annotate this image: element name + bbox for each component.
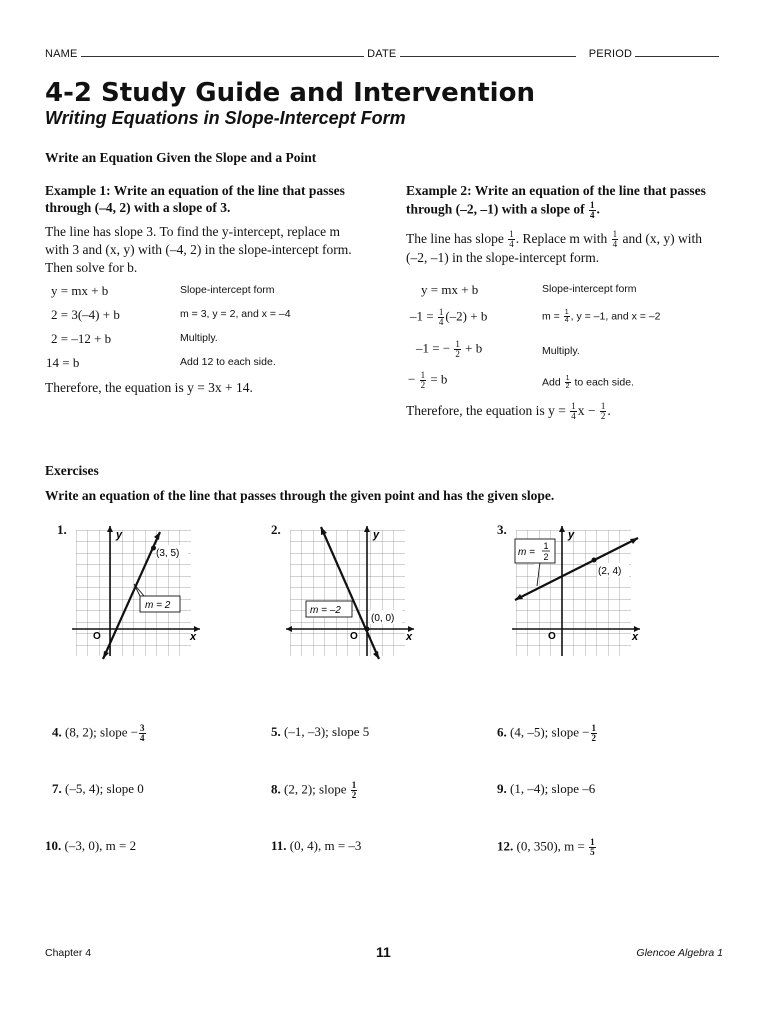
period-label: PERIOD xyxy=(588,48,633,60)
problem-number: 4. xyxy=(52,724,62,740)
step-note: Slope-intercept form xyxy=(180,284,275,296)
step-equation xyxy=(416,340,482,359)
intro-text: The line has slope xyxy=(406,231,504,246)
fraction-num: 1 xyxy=(612,229,618,240)
problem-10 xyxy=(45,838,136,854)
example1-step xyxy=(48,355,378,379)
problem-12 xyxy=(497,838,597,857)
eq-part: (–2) + b xyxy=(445,308,488,324)
fraction-num: 1 xyxy=(455,339,460,349)
y-axis-label: y xyxy=(116,529,123,541)
step-note: Multiply. xyxy=(542,345,580,357)
step-equation xyxy=(410,308,487,327)
step-note: m = 3, y = 2, and x = –4 xyxy=(180,308,291,320)
step-note xyxy=(542,309,661,324)
slope-fraction xyxy=(589,201,596,220)
fraction-num: 1 xyxy=(351,780,357,790)
fraction-num: 1 xyxy=(600,401,606,412)
fraction-den: 2 xyxy=(455,349,460,359)
graph2-number: 2. xyxy=(271,522,281,537)
problem-text: (0, 350), m = xyxy=(516,838,585,854)
conclusion-part: . xyxy=(607,403,611,418)
name-blank[interactable] xyxy=(81,46,364,57)
graph1-number: 1. xyxy=(57,522,67,537)
origin-label: O xyxy=(350,631,358,642)
slope-label: m = –2 xyxy=(310,605,341,616)
slope-fraction xyxy=(564,309,570,324)
slope-den: 2 xyxy=(543,552,549,562)
note-part: to each side. xyxy=(574,376,634,389)
intro-text: and (x, y) with xyxy=(622,231,702,246)
note-part: m = xyxy=(542,310,560,323)
fraction-den: 2 xyxy=(600,411,606,422)
problem-text: (–5, 4); slope 0 xyxy=(65,781,144,796)
problem-number: 5. xyxy=(271,724,281,739)
eq-part: + b xyxy=(465,340,483,356)
eq-part: = b xyxy=(430,371,448,387)
problem-9 xyxy=(497,781,595,797)
half-fraction xyxy=(454,340,461,359)
x-axis-label: x xyxy=(406,631,413,643)
origin-label: O xyxy=(548,631,556,642)
fraction-num: 1 xyxy=(565,375,570,382)
graph3-number: 3. xyxy=(497,522,507,537)
problem-number: 10. xyxy=(45,838,62,853)
date-blank[interactable] xyxy=(400,46,576,57)
problem-number: 12. xyxy=(497,838,514,854)
slope-label: m = xyxy=(518,547,535,558)
problem-7 xyxy=(52,781,144,797)
note-part: , y = –1, and x = –2 xyxy=(570,310,661,323)
step-equation: 2 = 3(–4) + b xyxy=(51,307,120,322)
step-equation: 14 = b xyxy=(46,355,80,370)
slope-fraction xyxy=(589,838,596,857)
problem-8 xyxy=(271,781,358,800)
fraction-den: 4 xyxy=(509,239,514,250)
problem-number: 7. xyxy=(52,781,62,796)
fraction-den: 2 xyxy=(591,733,597,743)
step-note: Slope-intercept form xyxy=(542,283,637,295)
point-marker xyxy=(365,627,370,632)
problem-5 xyxy=(271,724,369,740)
slope-label: m = 2 xyxy=(145,600,171,611)
problem-4 xyxy=(52,724,147,743)
fraction-num: 1 xyxy=(509,229,514,240)
name-date-period-line xyxy=(45,46,725,60)
name-label: NAME xyxy=(45,48,78,60)
fraction-den: 2 xyxy=(420,380,426,390)
example1-steps xyxy=(48,283,378,379)
fraction-den: 5 xyxy=(590,847,595,857)
fraction-den: 2 xyxy=(351,790,357,800)
example1-heading-line2: through (–4, 2) with a slope of 3. xyxy=(45,200,231,215)
problem-number: 11. xyxy=(271,838,287,853)
problem-text: (–3, 0), m = 2 xyxy=(64,838,137,853)
fraction-den: 4 xyxy=(590,210,595,220)
x-axis-label: x xyxy=(190,631,197,643)
slope-fraction xyxy=(508,230,515,249)
problem-text: (1, –4); slope –6 xyxy=(510,781,596,796)
period-blank[interactable] xyxy=(635,46,719,57)
conclusion-part: Therefore, the equation is y = xyxy=(406,403,566,418)
point-marker xyxy=(592,558,597,563)
footer-chapter: Chapter 4 xyxy=(45,947,92,959)
fraction-num: 1 xyxy=(591,723,597,733)
fraction-num: 1 xyxy=(420,370,426,380)
intro-text: (–2, –1) in the slope-intercept form. xyxy=(406,250,600,266)
section-title: Write an Equation Given the Slope and a Point xyxy=(45,150,317,165)
example2-heading-line1: Example 2: Write an equation of the line that passes xyxy=(406,183,706,198)
fraction-num: 1 xyxy=(590,200,595,210)
footer-page-number: 11 xyxy=(376,944,391,960)
page-subtitle: Writing Equations in Slope-Intercept Form xyxy=(45,108,406,128)
exercises-instructions: Write an equation of the line that passes through the given point and has the given slope. xyxy=(45,488,555,503)
fraction-num: 1 xyxy=(590,837,595,847)
example2-conclusion xyxy=(406,402,611,421)
intro-text: . Replace m with xyxy=(515,231,608,246)
example2 xyxy=(406,183,746,267)
step-equation xyxy=(408,371,447,390)
graph3 xyxy=(510,524,648,664)
step-note: Multiply. xyxy=(180,332,218,344)
problem-text: (–1, –3); slope 5 xyxy=(284,724,370,739)
fraction-num: 1 xyxy=(564,309,569,316)
slope-fraction xyxy=(139,724,146,743)
example2-intro xyxy=(406,230,736,267)
graph2 xyxy=(284,524,422,664)
heading-text: through (–2, –1) with a slope of xyxy=(406,201,585,217)
slope-fraction xyxy=(438,308,445,327)
example1-intro: The line has slope 3. To find the y-intercept, replace m with 3 and (x, y) with (–4, 2) in the slope-intercept form. Then solve for b. xyxy=(45,224,352,275)
conclusion-part: x − xyxy=(577,403,596,418)
point-label: (2, 4) xyxy=(598,566,622,577)
footer-book: Glencoe Algebra 1 xyxy=(636,947,723,959)
date-label: DATE xyxy=(367,48,397,60)
graph1 xyxy=(70,524,208,664)
slope-fraction xyxy=(591,724,598,743)
example2-heading-line2: through (–2, –1) with a slope of $\frac{1}{4}$ . xyxy=(406,200,600,220)
page-title: 4-2 Study Guide and Intervention xyxy=(45,78,535,108)
y-arrow-icon xyxy=(107,526,113,532)
example1-conclusion: Therefore, the equation is y = 3x + 14. xyxy=(45,380,253,395)
problem-6 xyxy=(497,724,598,743)
problem-text: (2, 2); slope xyxy=(284,781,347,797)
problem-text: (0, 4), m = –3 xyxy=(289,838,362,853)
fraction-num: 1 xyxy=(438,307,444,317)
fraction-den: 4 xyxy=(438,317,444,327)
slope-fraction xyxy=(351,781,358,800)
slope-fraction xyxy=(570,402,577,421)
slope-fraction xyxy=(612,230,619,249)
fraction-den: 2 xyxy=(565,383,570,390)
y-axis-label: y xyxy=(373,529,380,541)
half-fraction xyxy=(565,375,571,390)
note-part: Add xyxy=(542,376,561,389)
step-note xyxy=(542,375,634,390)
example1-heading-line1: Example 1: Write an equation of the line that passes xyxy=(45,183,345,198)
fraction-den: 4 xyxy=(612,239,618,250)
step-equation: y = mx + b xyxy=(421,282,479,297)
example1-step xyxy=(48,331,378,355)
step-note: Add 12 to each side. xyxy=(180,356,276,368)
problem-text: (4, –5); slope − xyxy=(510,724,590,740)
eq-part: –1 = − xyxy=(416,340,451,356)
point-label: (3, 5) xyxy=(156,548,180,559)
fraction-num: 3 xyxy=(140,723,145,733)
example1-step xyxy=(48,283,378,307)
eq-part: –1 = xyxy=(410,308,434,324)
grid xyxy=(290,530,405,656)
half-fraction xyxy=(420,371,427,390)
origin-label: O xyxy=(93,631,101,642)
eq-part: − xyxy=(408,371,416,387)
exercises-heading: Exercises xyxy=(45,463,99,478)
point-label: (0, 0) xyxy=(371,613,395,624)
fraction-den: 4 xyxy=(564,317,569,324)
slope-num: 1 xyxy=(543,541,549,551)
example1 xyxy=(45,183,385,277)
example1-step xyxy=(48,307,378,331)
problem-number: 9. xyxy=(497,781,507,796)
fraction-den: 4 xyxy=(140,733,145,743)
problem-number: 8. xyxy=(271,781,281,797)
problem-11 xyxy=(271,838,361,854)
problem-number: 6. xyxy=(497,724,507,740)
problem-text: (8, 2); slope − xyxy=(65,724,139,740)
step-equation: 2 = –12 + b xyxy=(51,331,112,346)
x-arrow-icon xyxy=(286,626,292,632)
y-axis-label: y xyxy=(568,529,575,541)
half-fraction xyxy=(600,402,607,421)
y-arrow-icon xyxy=(559,526,565,532)
fraction-num: 1 xyxy=(571,401,576,412)
step-equation: y = mx + b xyxy=(51,283,109,298)
y-arrow-icon xyxy=(364,526,370,532)
line-arrow-icon xyxy=(630,538,638,544)
fraction-den: 4 xyxy=(571,411,576,422)
x-axis-label: x xyxy=(632,631,639,643)
